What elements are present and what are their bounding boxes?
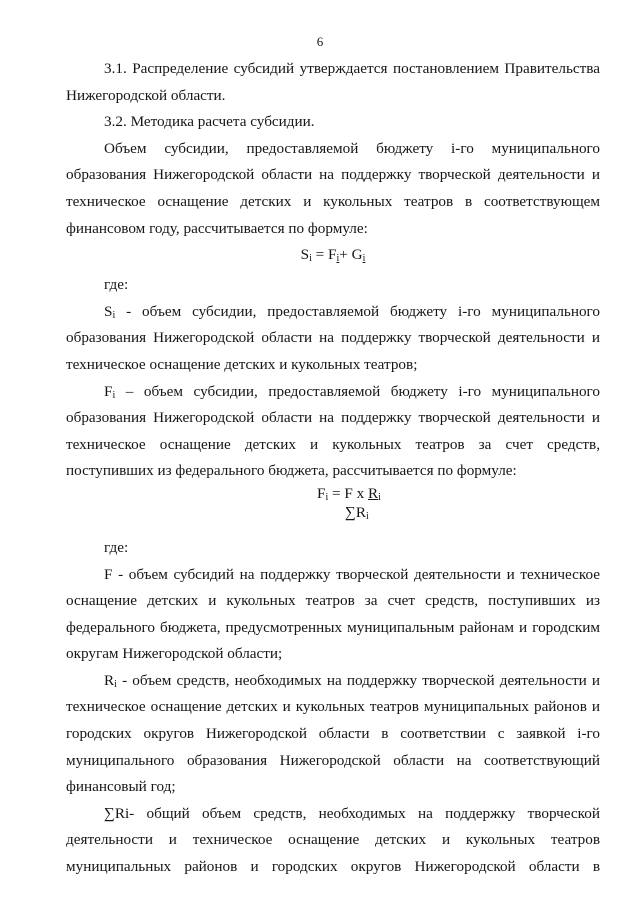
- paragraph-subsidy-intro: Объем субсидии, предоставляемой бюджету i-го муниципального образования Нижегородской области на поддержку творческой деятельности и техническое оснащение детских и кукольных театров в соответствующем финансовом году, рассчитывается по формуле:: [66, 139, 600, 237]
- page-number: 6: [316, 34, 324, 49]
- document-body: [66, 56, 600, 881]
- definition-ri-text: - объем средств, необходимых на поддержку творческой деятельности и техническое оснащение детских и кукольных театров муниципальных районов и городских округов Нижегородской области в соответствии с заявкой i-го муниципального образования Нижегородской области на соответствующий финансовый год;: [66, 671, 600, 796]
- formula-fi: [66, 485, 600, 535]
- definition-fi-sub: i: [112, 389, 116, 401]
- formula-fi-denominator: [345, 504, 369, 522]
- where-label-1: где:: [104, 276, 129, 294]
- definition-si: [66, 299, 600, 379]
- formula-fi-numerator: [368, 485, 381, 502]
- paragraph-3-2: 3.2. Методика расчета субсидии.: [104, 113, 315, 131]
- definition-si-symbol: S: [104, 302, 113, 320]
- definition-ri-symbol: R: [104, 671, 115, 689]
- definition-ri-sub: i: [114, 678, 117, 690]
- formula-si-lhs-sub: i: [309, 253, 312, 265]
- formula-si-g-sub: i: [362, 253, 366, 265]
- formula-fi-num: R: [368, 484, 379, 502]
- formula-fi-num-sub: i: [378, 491, 381, 503]
- definition-sum-ri: ∑Ri- общий объем средств, необходимых на поддержку творческой деятельности и техническое оснащение детских и кукольных театров муниципальных районов и городских округов Нижегородской области в: [66, 804, 600, 876]
- definition-fi-text: – объем субсидии, предоставляемой бюджету i-го муниципального образования Нижегородской области на поддержку творческой деятельности и техническое оснащение детских и кукольных театров за счет средств, поступивших из федерального бюджета, рассчитывается по формуле:: [66, 382, 600, 480]
- definition-si-sub: i: [112, 309, 116, 321]
- definition-f: F - объем субсидий на поддержку творческой деятельности и техническое оснащение детских и кукольных театров за счет средств, поступивших из федерального бюджета, предусмотренных муниципальным районам и городским округам Нижегородской области;: [66, 565, 600, 663]
- definition-fi-symbol: F: [104, 382, 113, 400]
- paragraph-3-1: 3.1. Распределение субсидий утверждается постановлением Правительства Нижегородской области.: [66, 60, 600, 104]
- definition-si-text: - объем субсидии, предоставляемой бюджету i-го муниципального образования Нижегородской области на поддержку творческой деятельности и техническое оснащение детских и кукольных театров;: [66, 302, 600, 373]
- formula-fi-den: ∑R: [345, 503, 366, 521]
- formula-fi-den-sub: i: [365, 510, 369, 522]
- where-label-2: где:: [104, 538, 129, 556]
- formula-si-plus: + G: [339, 246, 363, 264]
- formula-si-eq: = F: [311, 246, 337, 264]
- formula-si: [66, 242, 600, 268]
- formula-fi-lhs: F: [317, 484, 326, 502]
- formula-fi-mid: = F x: [328, 484, 369, 502]
- definition-ri: [66, 668, 600, 801]
- formula-si-f-sub: i: [336, 253, 340, 265]
- definition-fi: [66, 379, 600, 485]
- formula-fi-lhs-sub: i: [325, 491, 329, 503]
- formula-fi-top: [317, 485, 381, 503]
- formula-si-lhs: S: [300, 246, 310, 264]
